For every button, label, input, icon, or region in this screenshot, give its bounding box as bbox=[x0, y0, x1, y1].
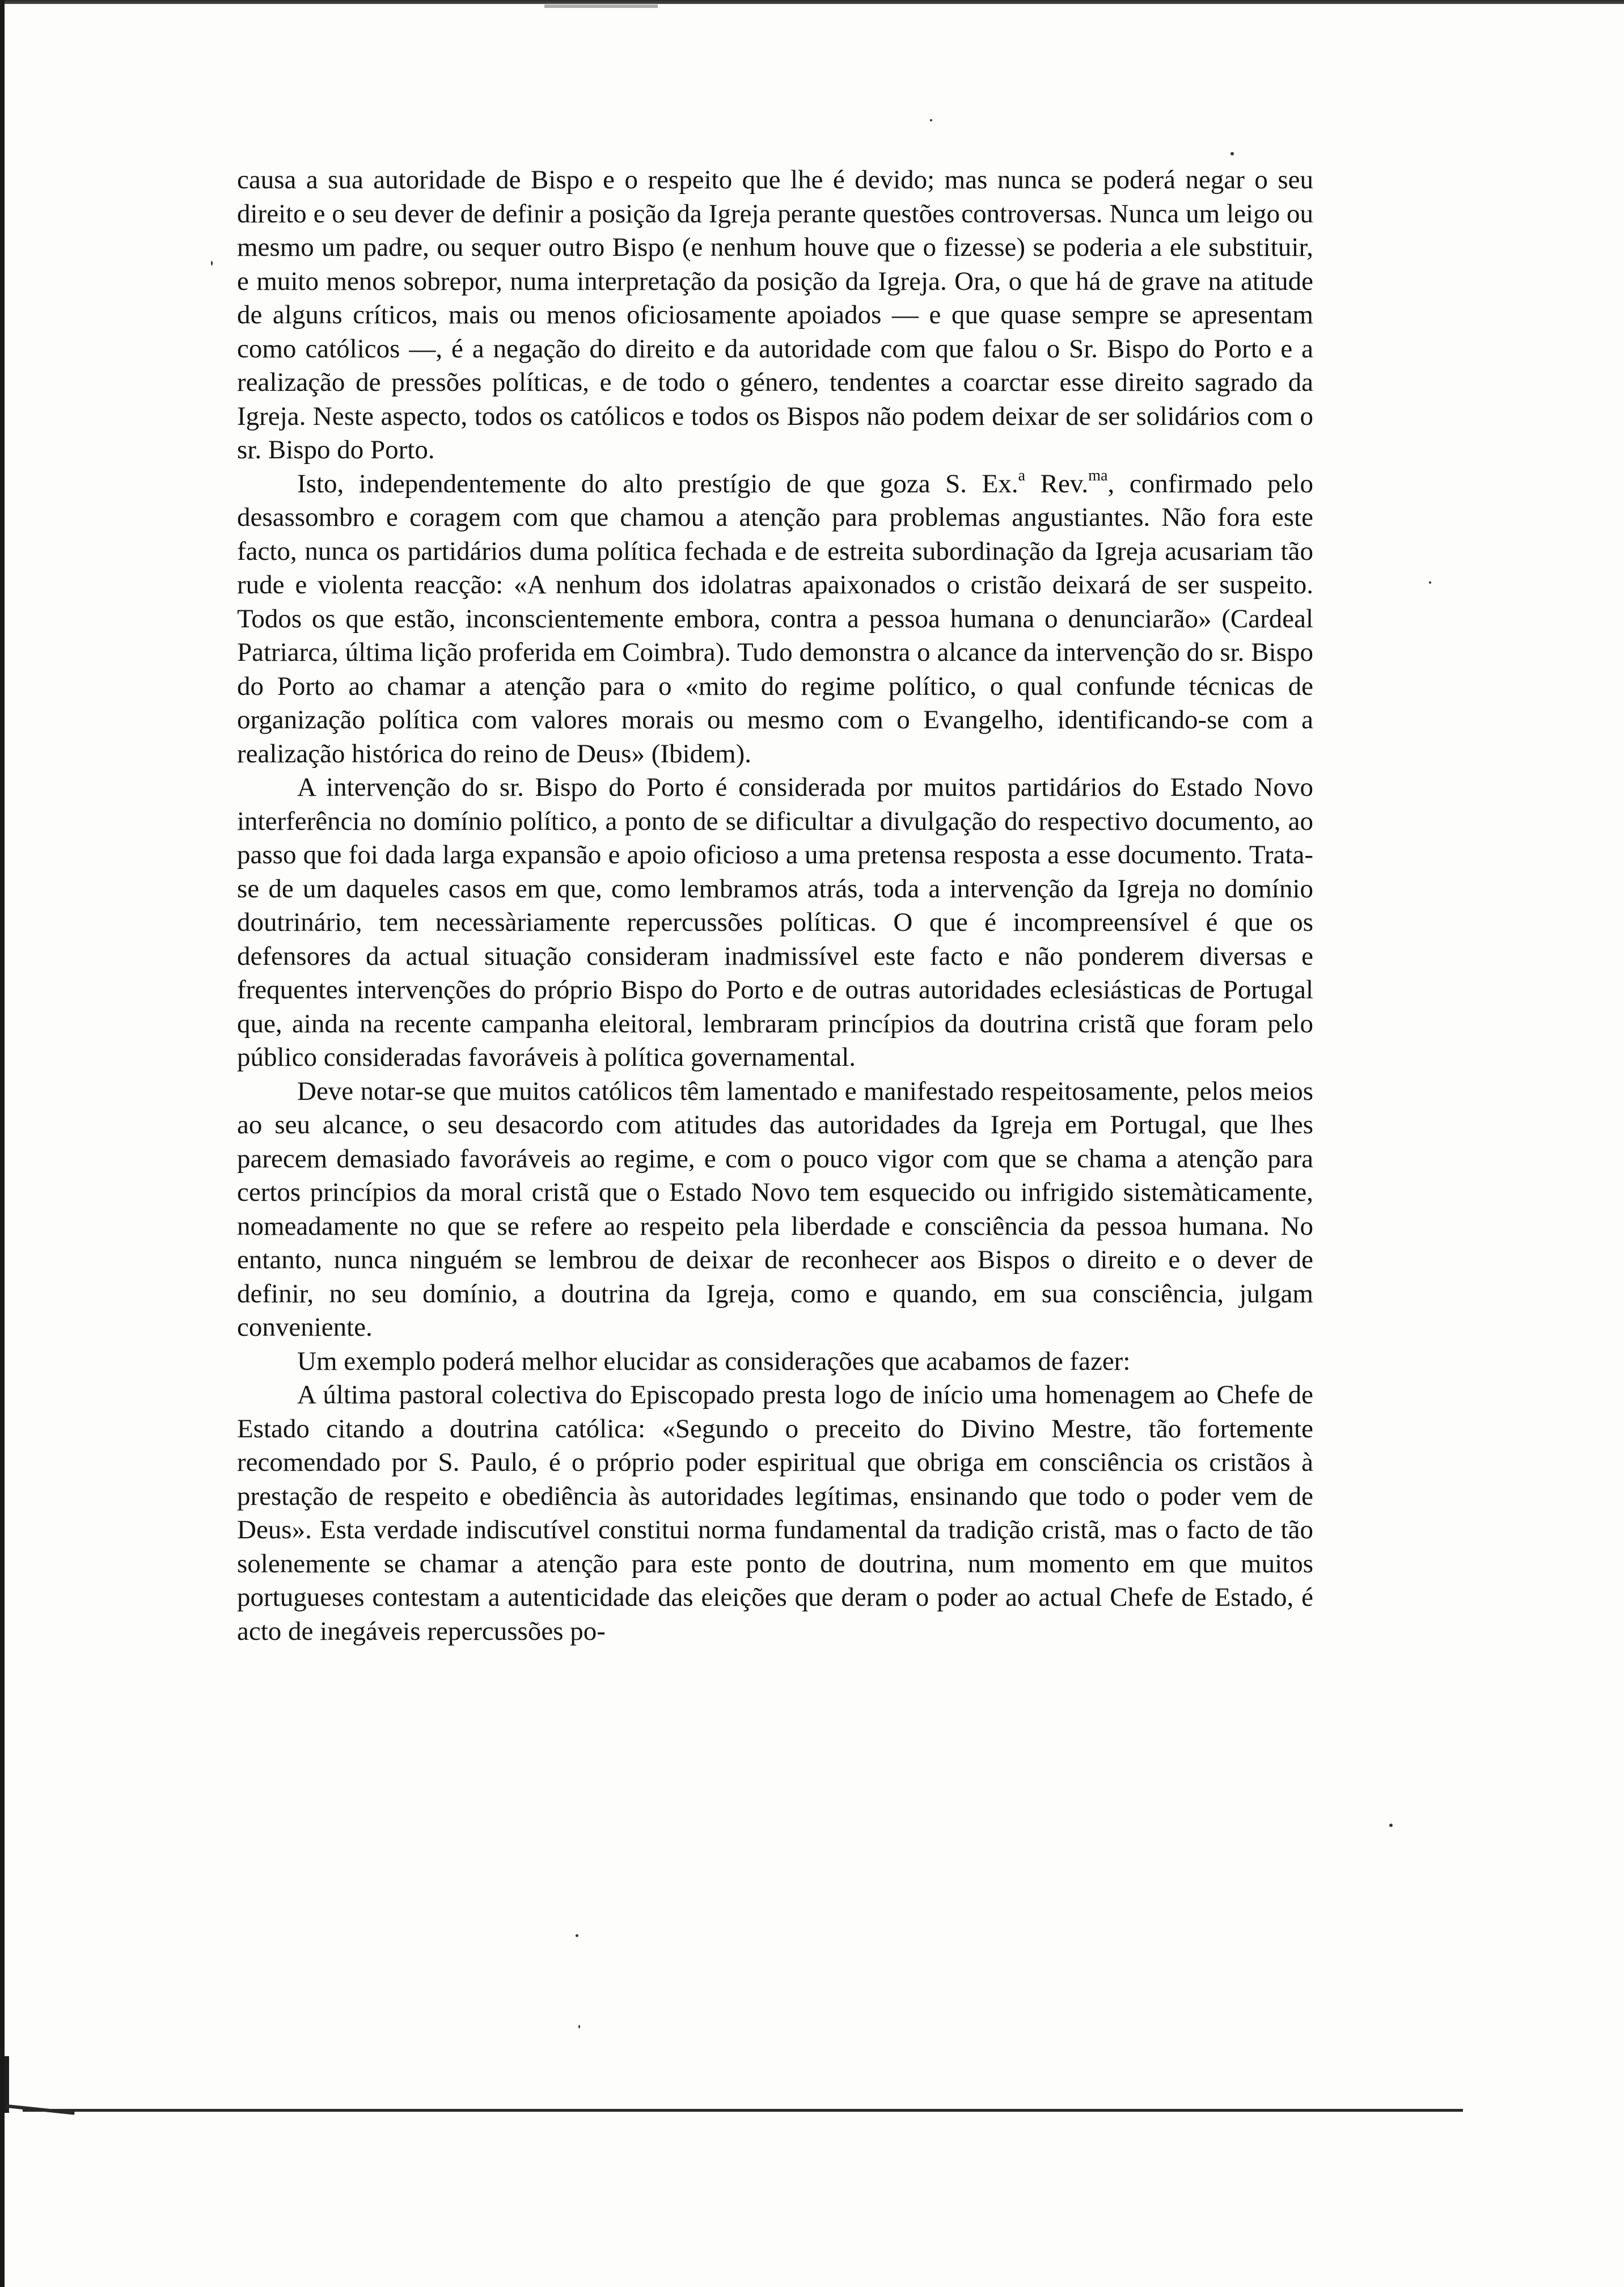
scan-left-edge bbox=[0, 0, 5, 2287]
paragraph-text: Rev. bbox=[1025, 469, 1089, 499]
scan-speck bbox=[1389, 1824, 1393, 1827]
scan-speck bbox=[578, 2025, 580, 2028]
paragraph bbox=[237, 771, 1313, 1075]
superscript-text: a bbox=[1018, 466, 1026, 484]
scan-speck bbox=[1230, 152, 1234, 155]
paragraph bbox=[237, 467, 1313, 771]
paragraph bbox=[237, 1345, 1313, 1379]
paragraph-text: A intervenção do sr. Bispo do Porto é considerada por muitos partidários do Estado Novo interferência no domínio político, a ponto de se dificultar a divulgação do respectivo documento, ao passo que foi dada larga expansão e apoio oficioso a uma pretensa resposta a esse documento. Trata-se de um daqueles casos em que, como lembramos atrás, toda a intervenção da Igreja no domínio doutrinário, tem necessàriamente repercussões políticas. O que é incompreensível é que os defensores da actual situação consideram inadmissível este facto e não ponderem diversas e frequentes intervenções do próprio Bispo do Porto e de outras autoridades eclesiásticas de Portugal que, ainda na recente campanha eleitoral, lembraram princípios da doutrina cristã que foram pelo público consideradas favoráveis à política governamental. bbox=[237, 773, 1313, 1072]
scan-top-edge bbox=[0, 0, 1624, 4]
scan-bottom-rule bbox=[23, 2109, 1463, 2112]
superscript-text: ma bbox=[1088, 466, 1108, 484]
paragraph bbox=[237, 163, 1313, 467]
scan-speck bbox=[1429, 581, 1431, 584]
paragraph bbox=[237, 1075, 1313, 1345]
paragraph-text: causa a sua autoridade de Bispo e o respeito que lhe é devido; mas nunca se poderá negar o seu direito e o seu dever de definir a posição da Igreja perante questões controversas. Nunca um leigo ou mesmo um padre, ou sequer outro Bispo (e nenhum houve que o fizesse) se poderia a ele substituir, e muito menos sobrepor, numa interpretação da posição da Igreja. Ora, o que há de grave na atitude de alguns críticos, mais ou menos oficiosamente apoiados — e que quase sempre se apresentam como católicos —, é a negação do direito e da autoridade com que falou o Sr. Bispo do Porto e a realização de pressões políticas, e de todo o género, tendentes a coarctar esse direito sagrado da Igreja. Neste aspecto, todos os católicos e todos os Bispos não podem deixar de ser solidários com o sr. Bispo do Porto. bbox=[237, 165, 1313, 465]
paragraph-text: , confirmado pelo desassombro e coragem com que chamou a atenção para problemas angustiantes. Não fora este facto, nunca os partidários duma política fechada e de estreita subordinação da Igreja acusariam tão rude e violenta reacção: «A nenhum dos idolatras apaixonados o cristão deixará de ser suspeito. Todos os que estão, inconscientemente embora, contra a pessoa humana o denunciarão» (Cardeal Patriarca, última lição proferida em Coimbra). Tudo demonstra o alcance da intervenção do sr. Bispo do Porto ao chamar a atenção para o «mito do regime político, o qual confunde técnicas de organização política com valores morais ou mesmo com o Evangelho, identificando-se com a realização histórica do reino de Deus» (Ibidem). bbox=[237, 469, 1313, 769]
scan-top-smudge bbox=[544, 5, 658, 8]
paragraph bbox=[237, 1378, 1313, 1648]
scan-speck bbox=[576, 1934, 578, 1937]
paragraph-text: Deve notar-se que muitos católicos têm lamentado e manifestado respeitosamente, pelos meios ao seu alcance, o seu desacordo com atitudes das autoridades da Igreja em Portugal, que lhes parecem demasiado favoráveis ao regime, e com o pouco vigor com que se chama a atenção para certos princípios da moral cristã que o Estado Novo tem esquecido ou infrigido sistemàticamente, nomeadamente no que se refere ao respeito pela liberdade e consciência da pessoa humana. No entanto, nunca ninguém se lembrou de deixar de reconhecer aos Bispos o direito e o dever de definir, no seu domínio, a doutrina da Igreja, como e quando, em sua consciência, julgam conveniente. bbox=[237, 1076, 1313, 1342]
paragraph-text: Isto, independentemente do alto prestígio de que goza S. Ex. bbox=[297, 469, 1018, 499]
paragraph-text: Um exemplo poderá melhor elucidar as considerações que acabamos de fazer: bbox=[297, 1346, 1131, 1376]
scan-speck bbox=[930, 119, 932, 121]
body-text bbox=[237, 163, 1313, 1648]
scan-speck bbox=[211, 261, 213, 265]
paragraph-text: A última pastoral colectiva do Episcopado presta logo de início uma homenagem ao Chefe de Estado citando a doutrina católica: «Segundo o preceito do Divino Mestre, tão fortemente recomendado por S. Paulo, é o próprio poder espiritual que obriga em consciência os cristãos à prestação de respeito e obediência às autoridades legítimas, ensinando que todo o poder vem de Deus». Esta verdade indiscutível constitui norma fundamental da tradição cristã, mas o facto de tão solenemente se chamar a atenção para este ponto de doutrina, num momento em que muitos portugueses contestam a autenticidade das eleições que deram o poder ao actual Chefe de Estado, é acto de inegáveis repercussões po- bbox=[237, 1380, 1313, 1646]
